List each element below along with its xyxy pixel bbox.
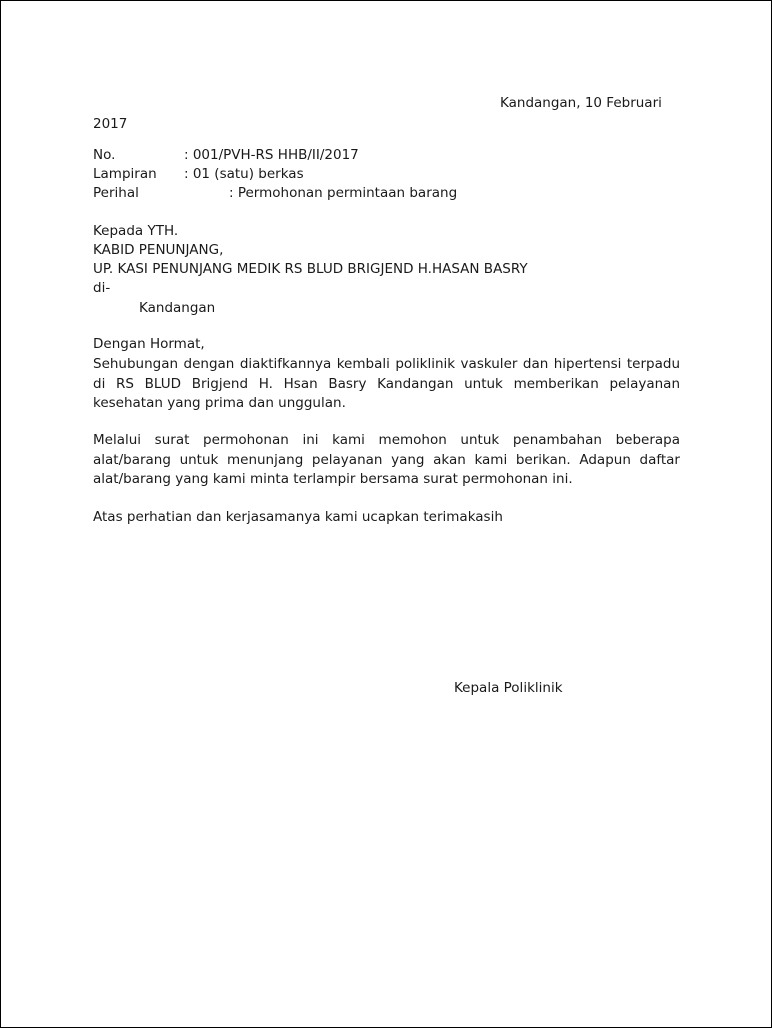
no-label: No. — [93, 147, 116, 163]
recipient-line-3: UP. KASI PENUNJANG MEDIK RS BLUD BRIGJEND H.HASAN BASRY — [93, 261, 528, 277]
body-paragraph-1: Sehubungan dengan diaktifkannya kembali poliklinik vaskuler dan hipertensi terpadu di RS BLUD Brigjend H. Hsan Basry Kandangan untuk memberikan pelayanan kesehatan yang prima dan unggulan. — [93, 356, 680, 411]
perihal-label: Perihal — [93, 185, 139, 201]
lampiran-label: Lampiran — [93, 166, 157, 182]
perihal-value: : Permohonan permintaan barang — [229, 185, 458, 201]
closing-sentence: Atas perhatian dan kerjasamanya kami ucapkan terimakasih — [93, 509, 503, 525]
recipient-line-4: di- — [93, 280, 111, 296]
recipient-city: Kandangan — [139, 300, 216, 316]
salutation: Dengan Hormat, — [93, 336, 205, 352]
date-line-2: 2017 — [93, 116, 128, 132]
no-value: : 001/PVH-RS HHB/II/2017 — [184, 147, 359, 163]
recipient-line-2: KABID PENUNJANG, — [93, 242, 224, 258]
lampiran-value: : 01 (satu) berkas — [184, 166, 304, 182]
date-line-1: Kandangan, 10 Februari — [500, 95, 662, 111]
signature-title: Kepala Poliklinik — [454, 680, 563, 696]
body-paragraph-2: Melalui surat permohonan ini kami memohon untuk penambahan beberapa alat/barang untuk menunjang pelayanan yang akan kami berikan. Adapun daftar alat/barang yang kami minta terlampir bersama surat permohonan ini. — [93, 432, 680, 487]
recipient-line-1: Kepada YTH. — [93, 223, 179, 239]
